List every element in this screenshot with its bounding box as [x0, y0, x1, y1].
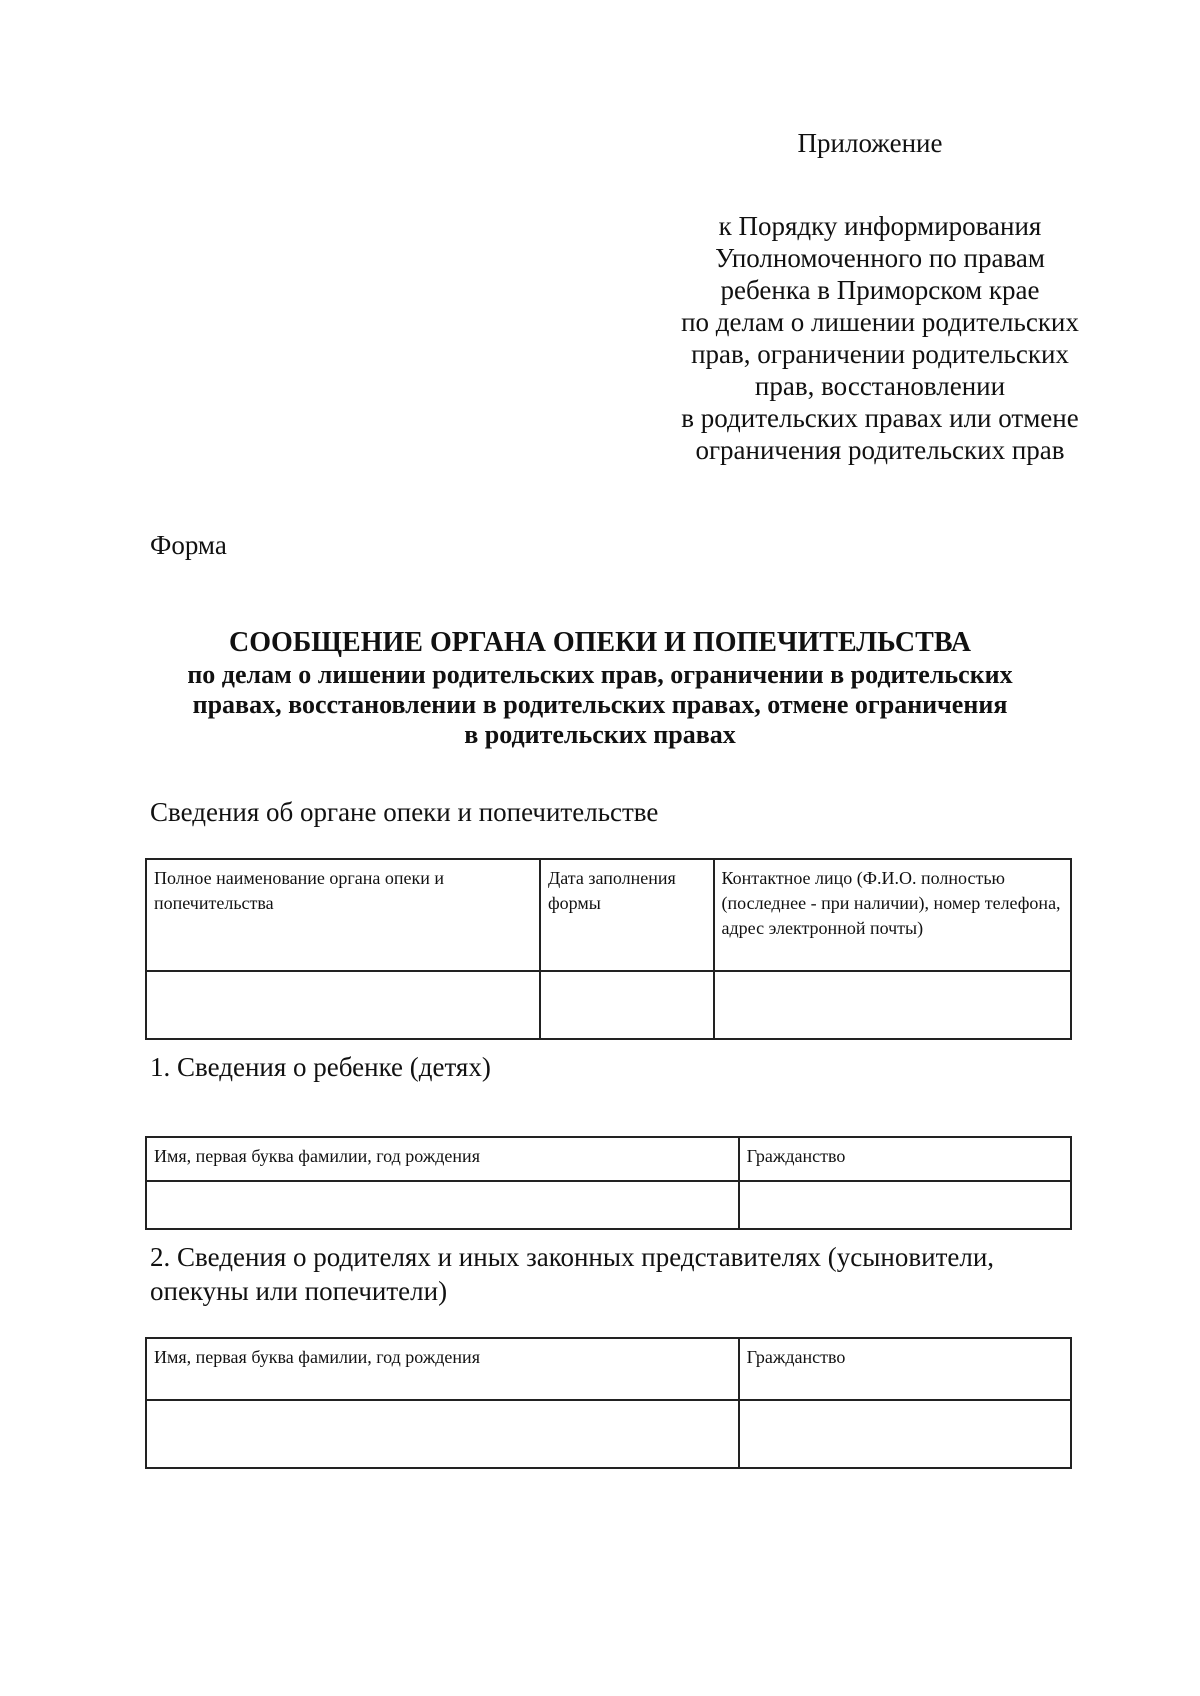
header-child-name: Имя, первая буква фамилии, год рождения: [146, 1137, 739, 1181]
appendix-reference: [600, 210, 1160, 466]
header-contact-person: Контактное лицо (Ф.И.О. полностью (последнее - при наличии), номер телефона, адрес электронной почты): [714, 859, 1071, 971]
heading-sub-line: в родительских правах: [464, 720, 736, 749]
table-header-row: [146, 1338, 1071, 1400]
header-fill-date: Дата заполнения формы: [540, 859, 714, 971]
appendix-title: Приложение: [797, 128, 943, 158]
child-citizenship-cell[interactable]: [739, 1181, 1071, 1229]
org-name-cell[interactable]: [146, 971, 540, 1039]
contact-person-cell[interactable]: [714, 971, 1071, 1039]
parents-section-title: 2. Сведения о родителях и иных законных представителях (усыновители, опекуны или попечители): [150, 1242, 995, 1306]
header-parent-name: Имя, первая буква фамилии, год рождения: [146, 1338, 739, 1400]
appendix-ref-line: к Порядку информирования: [718, 211, 1042, 241]
child-name-cell[interactable]: [146, 1181, 739, 1229]
header-org-name: Полное наименование органа опеки и попечительства: [146, 859, 540, 971]
table-header-row: [146, 859, 1071, 971]
appendix-ref-line: прав, ограничении родительских: [691, 339, 1069, 369]
appendix-ref-line: Уполномоченного по правам: [715, 243, 1045, 273]
header-child-citizenship: Гражданство: [739, 1137, 1071, 1181]
parent-name-cell[interactable]: [146, 1400, 739, 1468]
table-row: [146, 971, 1071, 1039]
table-row: [146, 1181, 1071, 1229]
appendix-ref-line: в родительских правах или отмене: [681, 403, 1079, 433]
appendix-ref-line: ребенка в Приморском крае: [720, 275, 1040, 305]
heading-sub-line: правах, восстановлении в родительских правах, отмене ограничения: [192, 690, 1008, 719]
org-section-title: Сведения об органе опеки и попечительстве: [150, 797, 659, 827]
parents-info-table: [145, 1337, 1072, 1469]
table-header-row: [146, 1137, 1071, 1181]
heading-sub-line: по делам о лишении родительских прав, ограничении в родительских: [187, 660, 1013, 689]
appendix-ref-line: по делам о лишении родительских: [681, 307, 1079, 337]
org-info-table: [145, 858, 1072, 1040]
fill-date-cell[interactable]: [540, 971, 714, 1039]
appendix-ref-line: прав, восстановлении: [754, 371, 1006, 401]
appendix-ref-line: ограничения родительских прав: [695, 435, 1065, 465]
child-info-table: [145, 1136, 1072, 1230]
document-heading: [120, 626, 1080, 750]
form-label: Форма: [150, 530, 227, 560]
parent-citizenship-cell[interactable]: [739, 1400, 1071, 1468]
table-row: [146, 1400, 1071, 1468]
header-parent-citizenship: Гражданство: [739, 1338, 1071, 1400]
child-section-title: 1. Сведения о ребенке (детях): [150, 1052, 491, 1082]
heading-main: СООБЩЕНИЕ ОРГАНА ОПЕКИ И ПОПЕЧИТЕЛЬСТВА: [229, 627, 971, 658]
